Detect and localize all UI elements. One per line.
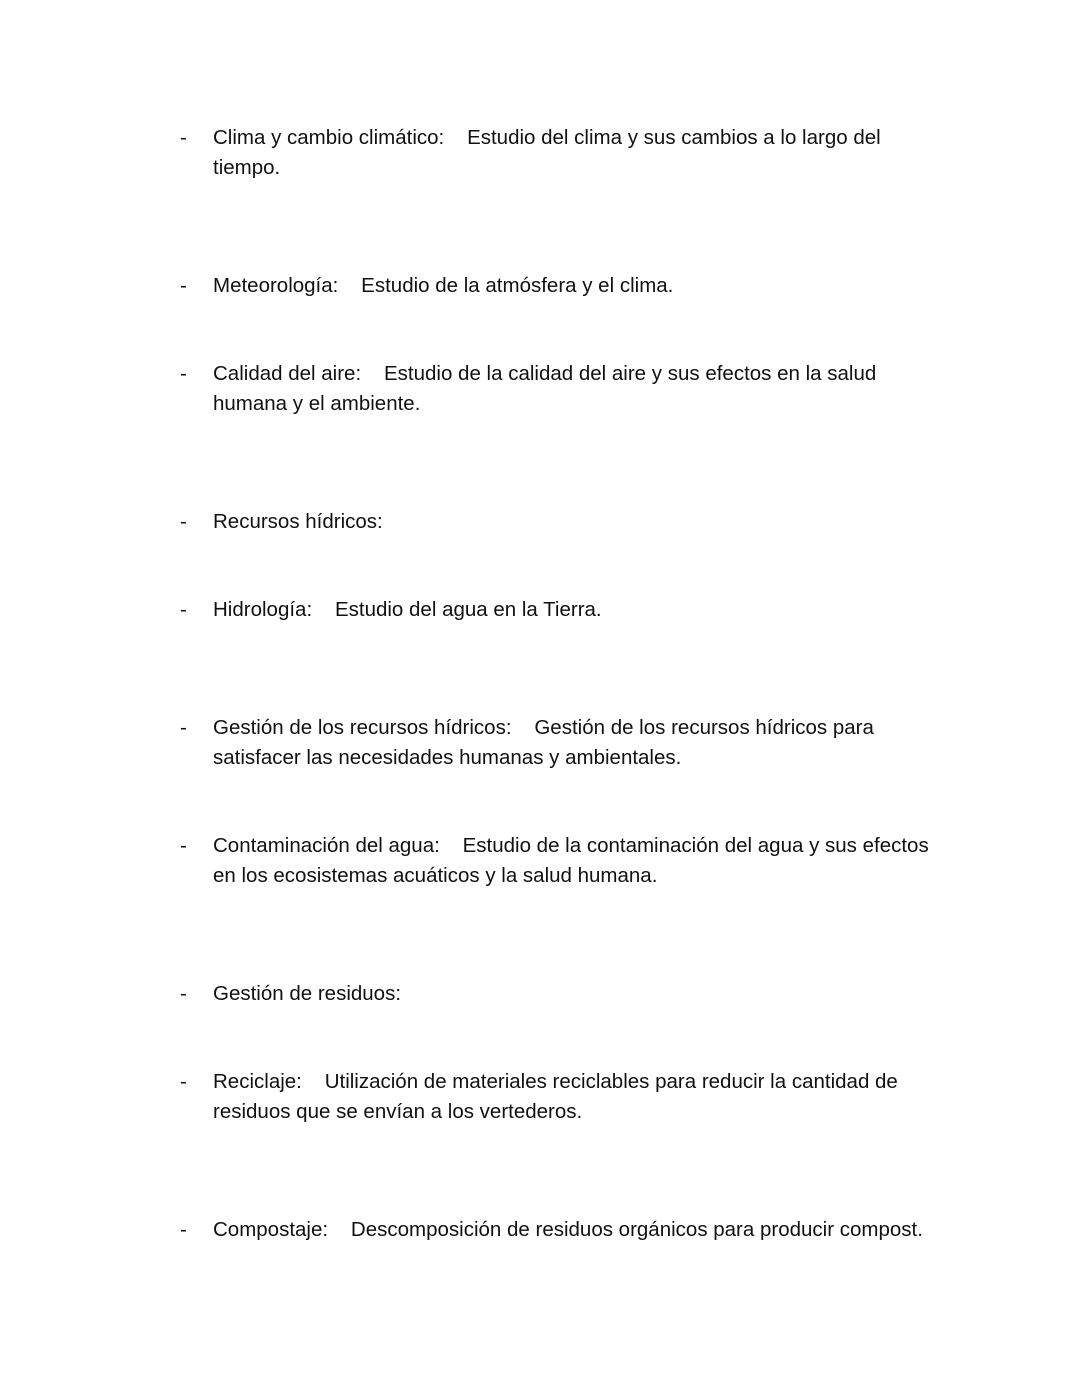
list-item-text <box>213 123 940 183</box>
list-item-label: Gestión de los recursos hídricos: <box>213 716 512 739</box>
bullet-dash: - <box>180 834 187 857</box>
list-item-label: Hidrología: <box>213 598 313 621</box>
list-item <box>180 507 940 537</box>
list-item-text <box>213 271 940 301</box>
bullet-dash: - <box>180 1070 187 1093</box>
list-item <box>180 979 940 1009</box>
list-item <box>180 271 940 301</box>
list-item <box>180 1215 940 1245</box>
bullet-dash: - <box>180 510 187 533</box>
list-item <box>180 1067 940 1127</box>
bullet-dash: - <box>180 1218 187 1241</box>
list-item-description: Estudio de la calidad del aire y sus efectos en la salud humana y el ambiente. <box>213 362 877 415</box>
list-item <box>180 595 940 625</box>
list-item <box>180 123 940 183</box>
list-item-label: Clima y cambio climático: <box>213 126 445 149</box>
list-item-label: Recursos hídricos: <box>213 510 383 533</box>
list-item-label: Compostaje: <box>213 1218 329 1241</box>
list-item-label: Calidad del aire: <box>213 362 362 385</box>
list-item-description: Utilización de materiales reciclables para reducir la cantidad de residuos que se envían a los vertederos. <box>213 1070 898 1123</box>
list-item-description: Estudio del clima y sus cambios a lo largo del tiempo. <box>213 126 881 179</box>
list-item-label: Gestión de residuos: <box>213 982 402 1005</box>
list-item-text <box>213 359 940 419</box>
list-item-description: Estudio de la atmósfera y el clima. <box>361 274 674 297</box>
bullet-dash: - <box>180 716 187 739</box>
list-item-label: Meteorología: <box>213 274 339 297</box>
bullet-dash: - <box>180 362 187 385</box>
list-item-description: Estudio de la contaminación del agua y sus efectos en los ecosistemas acuáticos y la salud humana. <box>213 834 929 887</box>
list-item-description: Estudio del agua en la Tierra. <box>334 598 602 621</box>
bullet-dash: - <box>180 126 187 149</box>
list-item <box>180 359 940 419</box>
list-item <box>180 831 940 891</box>
list-item-text <box>213 1215 940 1245</box>
bullet-dash: - <box>180 982 187 1005</box>
list-item-description: Gestión de los recursos hídricos para satisfacer las necesidades humanas y ambientales. <box>213 716 874 769</box>
list-item-text <box>213 507 940 537</box>
list-item-text <box>213 595 940 625</box>
list-item-text <box>213 1067 940 1127</box>
list-item-text <box>213 713 940 773</box>
list-item-text <box>213 831 940 891</box>
list-item-label: Reciclaje: <box>213 1070 302 1093</box>
bullet-dash: - <box>180 274 187 297</box>
list-item-label: Contaminación del agua: <box>213 834 440 857</box>
bullet-dash: - <box>180 598 187 621</box>
list-item <box>180 713 940 773</box>
list-item-description: Descomposición de residuos orgánicos para producir compost. <box>350 1218 923 1241</box>
list-item-text <box>213 979 940 1009</box>
